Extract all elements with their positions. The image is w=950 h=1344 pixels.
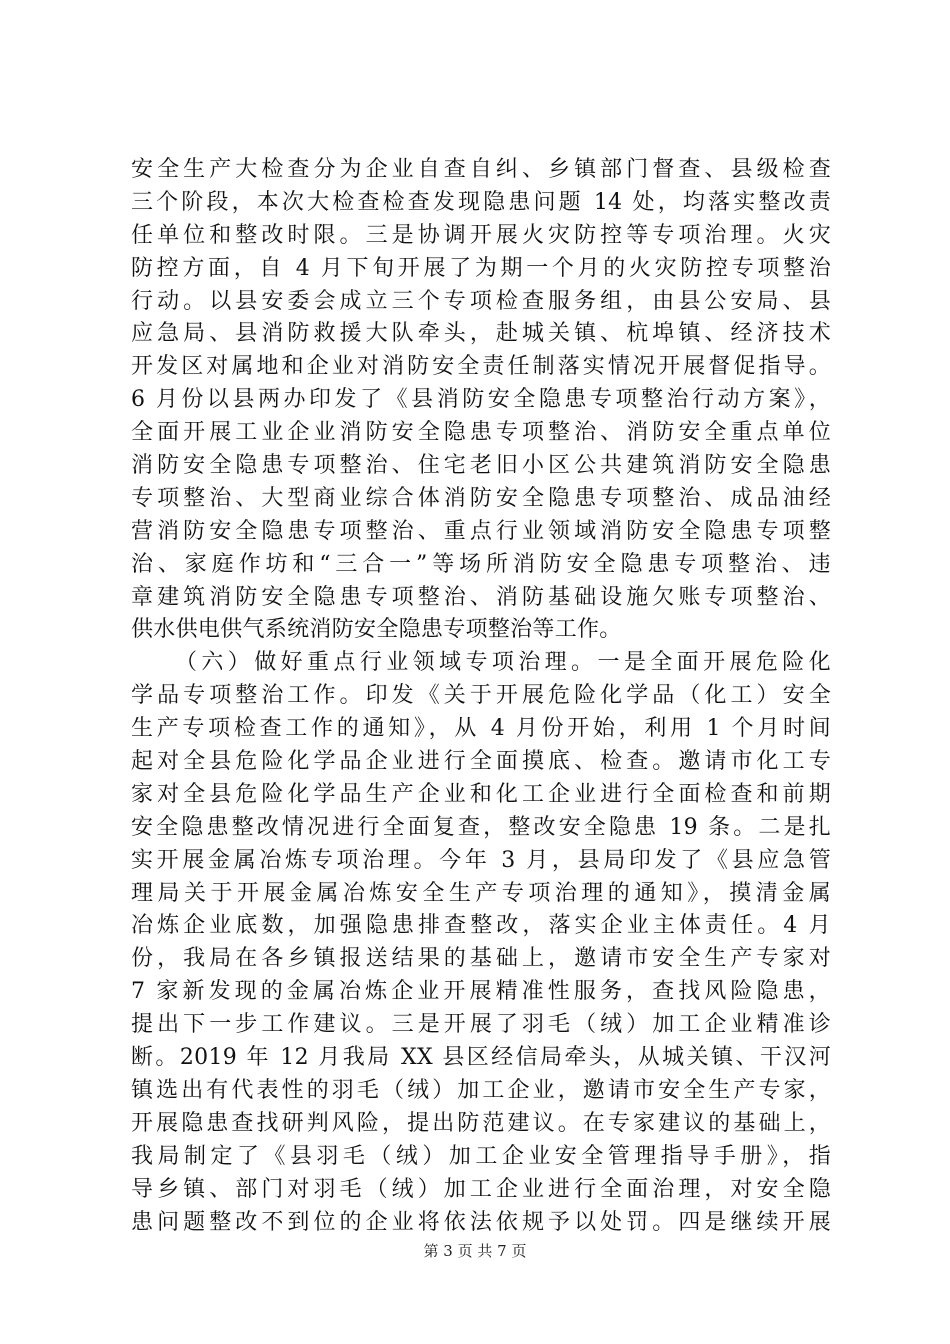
text-line: 安全隐患整改情况进行全面复查，整改安全隐患 19 条。二是扎	[131, 814, 831, 840]
text-line: 7 家新发现的金属冶炼企业开展精准性服务，查找风险隐患，	[131, 979, 831, 1005]
text-line: 应急局、县消防救援大队牵头，赴城关镇、杭埠镇、经济技术	[131, 321, 831, 347]
text-line: 安全生产大检查分为企业自查自纠、乡镇部门督查、县级检查	[131, 157, 831, 182]
text-line: 开展隐患查找研判风险，提出防范建议。在专家建议的基础上，	[131, 1110, 831, 1136]
text-line: 起对全县危险化学品企业进行全面摸底、检查。邀请市化工专	[131, 749, 831, 775]
text-line: 三个阶段，本次大检查检查发现隐患问题 14 处，均落实整改责	[131, 189, 831, 215]
text-line: 我局制定了《县羽毛（绒）加工企业安全管理指导手册》，指	[131, 1143, 831, 1169]
text-line: 防控方面，自 4 月下旬开展了为期一个月的火灾防控专项整治	[131, 255, 831, 281]
text-line: 份，我局在各乡镇报送结果的基础上，邀请市安全生产专家对	[131, 946, 831, 972]
text-line: 营消防安全隐患专项整治、重点行业领域消防安全隐患专项整	[131, 518, 831, 544]
text-line: 生产专项检查工作的通知》，从 4 月份开始，利用 1 个月时间	[131, 716, 831, 742]
paragraph-first-line: （六）做好重点行业领域专项治理。一是全面开展危险化	[175, 650, 831, 676]
text-line: 专项整治、大型商业综合体消防安全隐患专项整治、成品油经	[131, 485, 831, 511]
body-text	[131, 154, 831, 1239]
text-line: 导乡镇、部门对羽毛（绒）加工企业进行全面治理，对安全隐	[131, 1176, 831, 1202]
text-line: 6 月份以县两办印发了《县消防安全隐患专项整治行动方案》，	[131, 387, 831, 413]
text-line: 断。2019 年 12 月我局 XX 县区经信局牵头，从城关镇、干汉河	[131, 1045, 831, 1071]
text-line: 消防安全隐患专项整治、住宅老旧小区公共建筑消防安全隐患	[131, 453, 831, 479]
text-line: 家对全县危险化学品生产企业和化工企业进行全面检查和前期	[131, 781, 831, 807]
text-line: 开发区对属地和企业对消防安全责任制落实情况开展督促指导。	[131, 354, 831, 380]
text-line: 患问题整改不到位的企业将依法依规予以处罚。四是继续开展	[131, 1209, 831, 1235]
text-line: 章建筑消防安全隐患专项整治、消防基础设施欠账专项整治、	[131, 584, 831, 610]
page-number-footer: 第 3 页 共 7 页	[423, 1242, 527, 1260]
text-line: 任单位和整改时限。三是协调开展火灾防控等专项治理。火灾	[131, 222, 831, 248]
text-line: 实开展金属冶炼专项治理。今年 3 月，县局印发了《县应急管	[131, 847, 831, 873]
text-line: 供水供电供气系统消防安全隐患专项整治等工作。	[131, 617, 622, 643]
text-line: 行动。以县安委会成立三个专项检查服务组，由县公安局、县	[131, 288, 831, 314]
text-line: 全面开展工业企业消防安全隐患专项整治、消防安全重点单位	[131, 420, 831, 446]
text-line: 学品专项整治工作。印发《关于开展危险化学品（化工）安全	[131, 683, 831, 709]
text-line: 提出下一步工作建议。三是开展了羽毛（绒）加工企业精准诊	[131, 1012, 831, 1038]
text-line: 镇选出有代表性的羽毛（绒）加工企业，邀请市安全生产专家，	[131, 1077, 831, 1103]
text-line: 治、家庭作坊和“三合一”等场所消防安全隐患专项整治、违	[131, 551, 831, 577]
text-line: 理局关于开展金属冶炼安全生产专项治理的通知》，摸清金属	[131, 880, 831, 906]
text-line: 冶炼企业底数，加强隐患排查整改，落实企业主体责任。4 月	[131, 913, 831, 939]
